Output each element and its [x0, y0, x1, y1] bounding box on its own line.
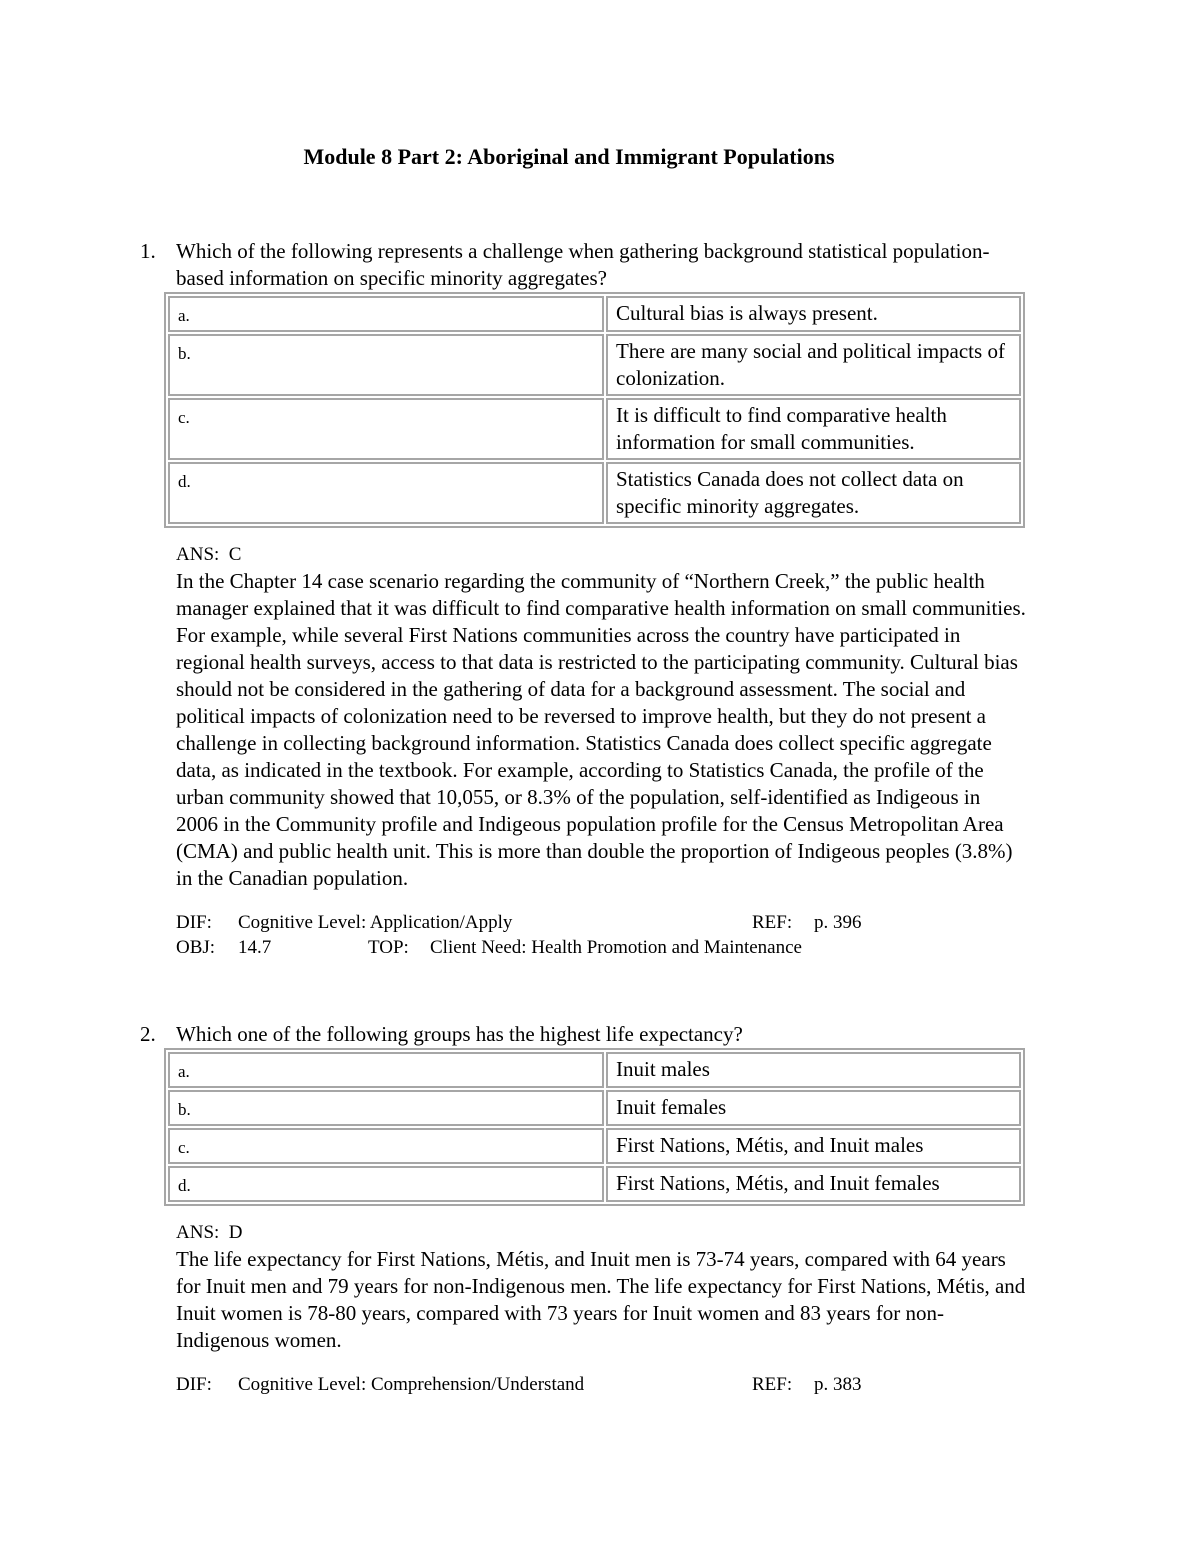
rationale: In the Chapter 14 case scenario regarding the community of “Northern Creek,” the public health manager explained that it was difficult to find comparative health information on small communities. For example, while several First Nations communities across the country have participated in regional health surveys, access to that data is restricted to the participating community. Cultural bias should not be considered in the gathering of data for a background assessment. The social and political impacts of colonization need to be reversed to improve health, but they do not present a challenge in collecting background information. Statistics Canada does collect specific aggregate data, as indicated in the textbook. For example, according to Statistics Canada, the profile of the urban community showed that 10,055, or 8.3% of the population, self-identified as Indigeous in 2006 in the Community profile and Indigeous population profile for the Census Metropolitan Area (CMA) and public health unit. This is more than double the proportion of Indigeous peoples (3.8%) in the Canadian population.: [176, 569, 1026, 890]
option-text: It is difficult to find comparative health information for small communities.: [606, 398, 1021, 460]
option-letter: b.: [168, 334, 604, 396]
dif-value: Cognitive Level: Comprehension/Understand: [238, 1374, 585, 1395]
question-metadata: [176, 1372, 1030, 1422]
option-row: [168, 462, 1021, 524]
question-2: [140, 1021, 1030, 1422]
question-metadata: [176, 910, 1030, 960]
answer-block: [176, 542, 1026, 892]
answer-block: [176, 1220, 1026, 1354]
option-text: Cultural bias is always present.: [606, 296, 1021, 332]
option-letter: d.: [168, 462, 604, 524]
obj-value: 14.7: [238, 937, 272, 958]
option-text: Inuit females: [606, 1090, 1021, 1126]
option-letter: a.: [168, 1052, 604, 1088]
ref-label: REF:: [752, 1374, 793, 1395]
ref-label: REF:: [752, 912, 793, 933]
obj-label: OBJ:: [176, 937, 216, 958]
option-text: First Nations, Métis, and Inuit males: [606, 1128, 1021, 1164]
dif-label: DIF:: [176, 1374, 212, 1395]
option-row: [168, 296, 1021, 332]
page-title: Module 8 Part 2: Aboriginal and Immigrant Populations: [303, 144, 835, 169]
option-text: There are many social and political impacts of colonization.: [606, 334, 1021, 396]
dif-label: DIF:: [176, 912, 212, 933]
question-number: 1.: [140, 239, 156, 263]
option-row: [168, 1052, 1021, 1088]
ref-value: p. 396: [814, 912, 862, 933]
question-text: Which of the following represents a challenge when gathering background statistical population-based information on specific minority aggregates?: [176, 239, 990, 290]
option-letter: d.: [168, 1166, 604, 1202]
option-row: [168, 398, 1021, 460]
option-text: Statistics Canada does not collect data on specific minority aggregates.: [606, 462, 1021, 524]
option-text: First Nations, Métis, and Inuit females: [606, 1166, 1021, 1202]
answer-key: ANS: D: [176, 1222, 243, 1243]
option-letter: a.: [168, 296, 604, 332]
option-row: [168, 1090, 1021, 1126]
option-row: [168, 334, 1021, 396]
question-1: [140, 238, 1030, 960]
rationale: The life expectancy for First Nations, Métis, and Inuit men is 73-74 years, compared with 64 years for Inuit men and 79 years for non-Indigenous men. The life expectancy for First Nations, Métis, and Inuit women is 78-80 years, compared with 73 years for Inuit women and 83 years for non-Indigenous women.: [176, 1247, 1026, 1352]
dif-value: Cognitive Level: Application/Apply: [238, 912, 513, 933]
option-row: [168, 1128, 1021, 1164]
option-row: [168, 1166, 1021, 1202]
question-text: Which one of the following groups has the highest life expectancy?: [176, 1022, 743, 1046]
top-value: Client Need: Health Promotion and Maintenance: [430, 937, 802, 958]
option-letter: c.: [168, 1128, 604, 1164]
ref-value: p. 383: [814, 1374, 862, 1395]
top-label: TOP:: [368, 937, 409, 958]
option-letter: c.: [168, 398, 604, 460]
option-text: Inuit males: [606, 1052, 1021, 1088]
question-number: 2.: [140, 1022, 156, 1046]
options-table: [164, 1048, 1025, 1206]
option-letter: b.: [168, 1090, 604, 1126]
answer-key: ANS: C: [176, 544, 242, 565]
options-table: [164, 292, 1025, 528]
